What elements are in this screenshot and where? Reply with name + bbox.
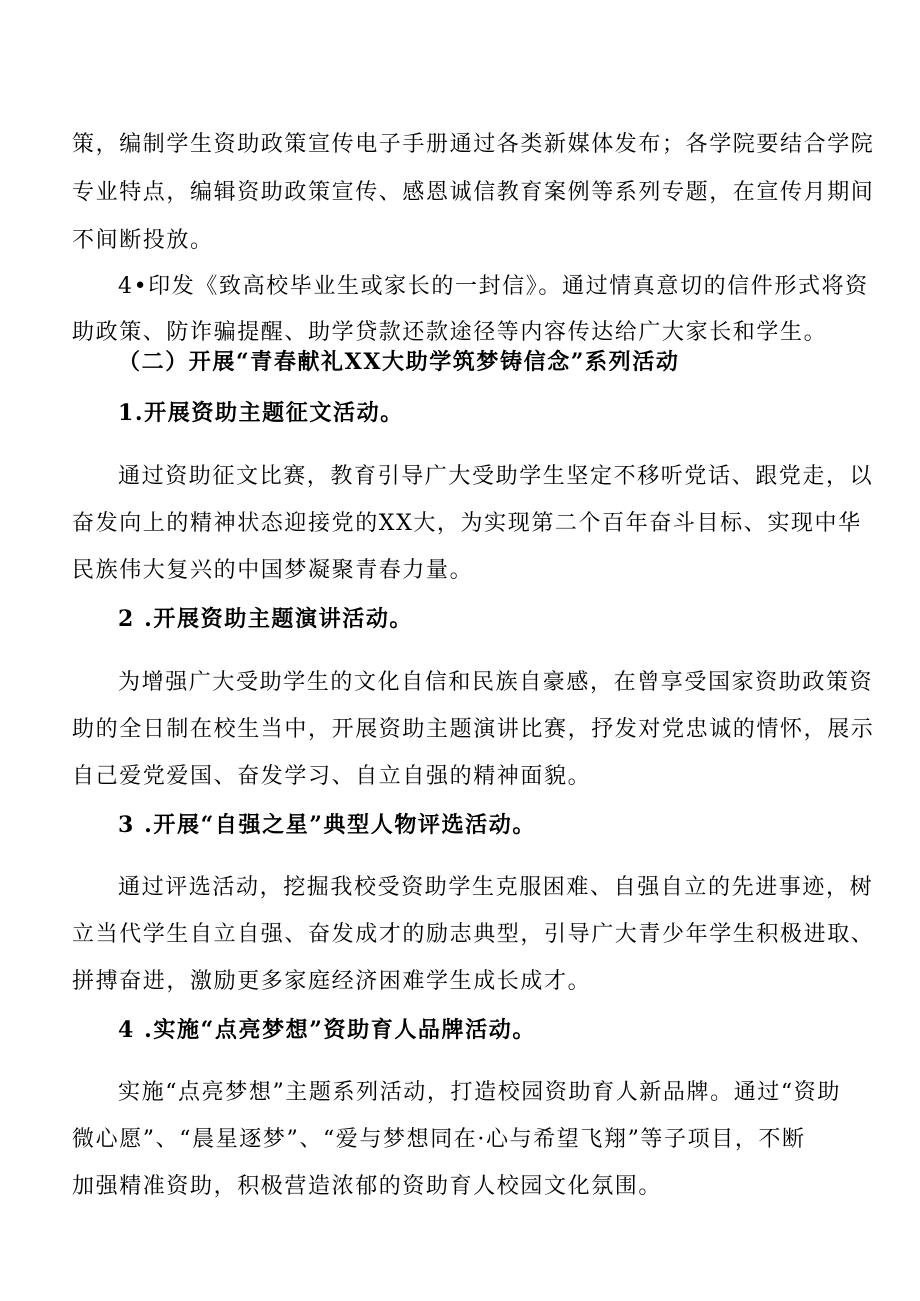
paragraph-line: 为增强广大受助学生的文化自信和民族自豪感，在曾享受国家资助政策资 xyxy=(118,670,874,695)
paragraph-line: 不间断投放。 xyxy=(72,228,214,253)
subsection-heading-3: 3 .开展“自强之星”典型人物评选活动。 xyxy=(118,812,536,838)
paragraph-line: 策，编制学生资助政策宣传电子手册通过各类新媒体发布；各学院要结合学院 xyxy=(72,132,875,157)
section-heading: （二）开展“青春献礼XX大助学筑梦铸信念”系列活动 xyxy=(118,349,680,375)
paragraph-line: 微心愿”、“晨星逐梦”、“爱与梦想同在·心与希望飞翔”等子项目，不断 xyxy=(72,1127,806,1152)
paragraph-line: 实施“点亮梦想”主题系列活动，打造校园资助育人新品牌。通过“资助 xyxy=(118,1080,841,1105)
paragraph-line: 通过资助征文比赛，教育引导广大受助学生坚定不移听党话、跟党走，以 xyxy=(118,464,874,489)
paragraph-line: 奋发向上的精神状态迎接党的XX大，为实现第二个百年奋斗目标、实现中华 xyxy=(72,511,862,536)
subsection-heading-4: 4 .实施“点亮梦想”资助育人品牌活动。 xyxy=(118,1017,536,1043)
paragraph-line: 加强精准资助，积极营造浓郁的资助育人校园文化氛围。 xyxy=(72,1174,663,1199)
paragraph-line: 通过评选活动，挖掘我校受资助学生克服困难、自强自立的先进事迹，树 xyxy=(118,875,874,900)
paragraph-line: 民族伟大复兴的中国梦凝聚青春力量。 xyxy=(72,558,474,583)
paragraph-line: 助的全日制在校生当中，开展资助主题演讲比赛，抒发对党忠诚的情怀，展示 xyxy=(72,717,875,742)
subsection-heading-2: 2 .开展资助主题演讲活动。 xyxy=(118,606,414,632)
paragraph-line: 专业特点，编辑资助政策宣传、感恩诚信教育案例等系列专题，在宣传月期间 xyxy=(72,180,875,205)
paragraph-line: 自己爱党爱国、奋发学习、自立自强的精神面貌。 xyxy=(72,764,592,789)
subsection-heading-1: 1.开展资助主题征文活动。 xyxy=(118,400,404,426)
paragraph-line: 拼搏奋进，激励更多家庭经济困难学生成长成才。 xyxy=(72,969,592,994)
paragraph-line: 立当代学生自立自强、奋发成才的励志典型，引导广大青少年学生积极进取、 xyxy=(72,922,875,947)
list-item-4-line: 助政策、防诈骗提醒、助学贷款还款途径等内容传达给广大家长和学生。 xyxy=(72,320,828,345)
list-item-4-line: 4•印发《致高校毕业生或家长的一封信》。通过情真意切的信件形式将资 xyxy=(118,274,869,299)
